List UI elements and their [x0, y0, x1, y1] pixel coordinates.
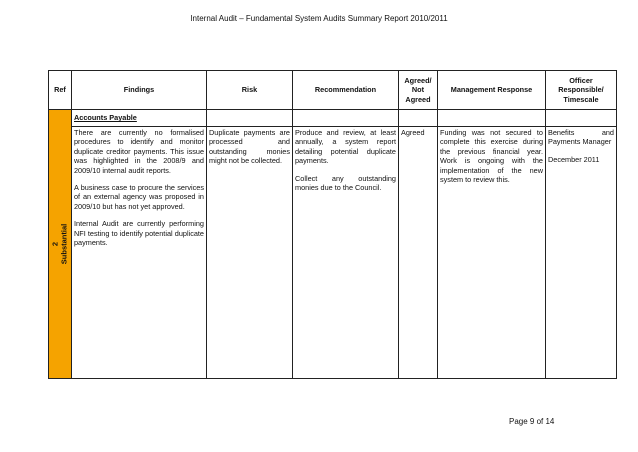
agreed-cell: Agreed: [399, 127, 438, 379]
section-spacer-recommendation: [293, 110, 399, 127]
rating-cell: [49, 110, 72, 379]
col-header-risk: Risk: [207, 71, 293, 110]
col-header-ref: Ref: [49, 71, 72, 110]
section-spacer-management: [438, 110, 546, 127]
findings-cell: [72, 127, 207, 379]
finding-paragraph: Internal Audit are currently performing NFI testing to identify potential duplicate payments.: [74, 219, 204, 248]
col-header-agreed: Agreed/ Not Agreed: [399, 71, 438, 110]
col-header-officer: Officer Responsible/ Timescale: [546, 71, 617, 110]
col-header-management-response: Management Response: [438, 71, 546, 110]
officer-responsible: Benefits and Payments Manager: [548, 128, 614, 147]
management-response-text: Funding was not secured to complete this exercise during the previous financial year. Work is ongoing with the implementation of the new system to review this.: [440, 128, 543, 185]
rating-label: [52, 224, 69, 264]
rating-number: 2: [50, 241, 60, 247]
rating-text: Substantial: [59, 223, 68, 265]
section-spacer-officer: [546, 110, 617, 127]
risk-cell: [207, 127, 293, 379]
col-header-findings: Findings: [72, 71, 207, 110]
section-title: Accounts Payable: [72, 110, 207, 127]
table-row: [49, 127, 617, 379]
officer-cell: [546, 127, 617, 379]
finding-paragraph: A business case to procure the services of an external agency was proposed in 2009/10 but has not yet approved.: [74, 183, 204, 211]
section-spacer-risk: [207, 110, 293, 127]
risk-text: Duplicate payments are processed and outstanding monies might not be collected.: [209, 128, 290, 166]
recommendation-cell: [293, 127, 399, 379]
recommendation-paragraph: Produce and review, at least annually, a system report detailing potential duplicate payments.: [295, 128, 396, 166]
report-title: Internal Audit – Fundamental System Audits Summary Report 2010/2011: [190, 14, 448, 23]
finding-paragraph: There are currently no formalised procedures to identify and monitor duplicate creditor payments. This issue was highlighted in the 2008/9 and 2009/10 internal audit reports.: [74, 128, 204, 175]
section-spacer-agreed: [399, 110, 438, 127]
col-header-recommendation: Recommendation: [293, 71, 399, 110]
table-header-row: [49, 71, 617, 110]
officer-timescale: December 2011: [548, 154, 600, 164]
audit-summary-table: [48, 70, 617, 379]
management-response-cell: [438, 127, 546, 379]
recommendation-paragraph: Collect any outstanding monies due to the Council.: [295, 173, 396, 193]
section-row: [49, 110, 617, 127]
page-number: Page 9 of 14: [509, 417, 555, 426]
